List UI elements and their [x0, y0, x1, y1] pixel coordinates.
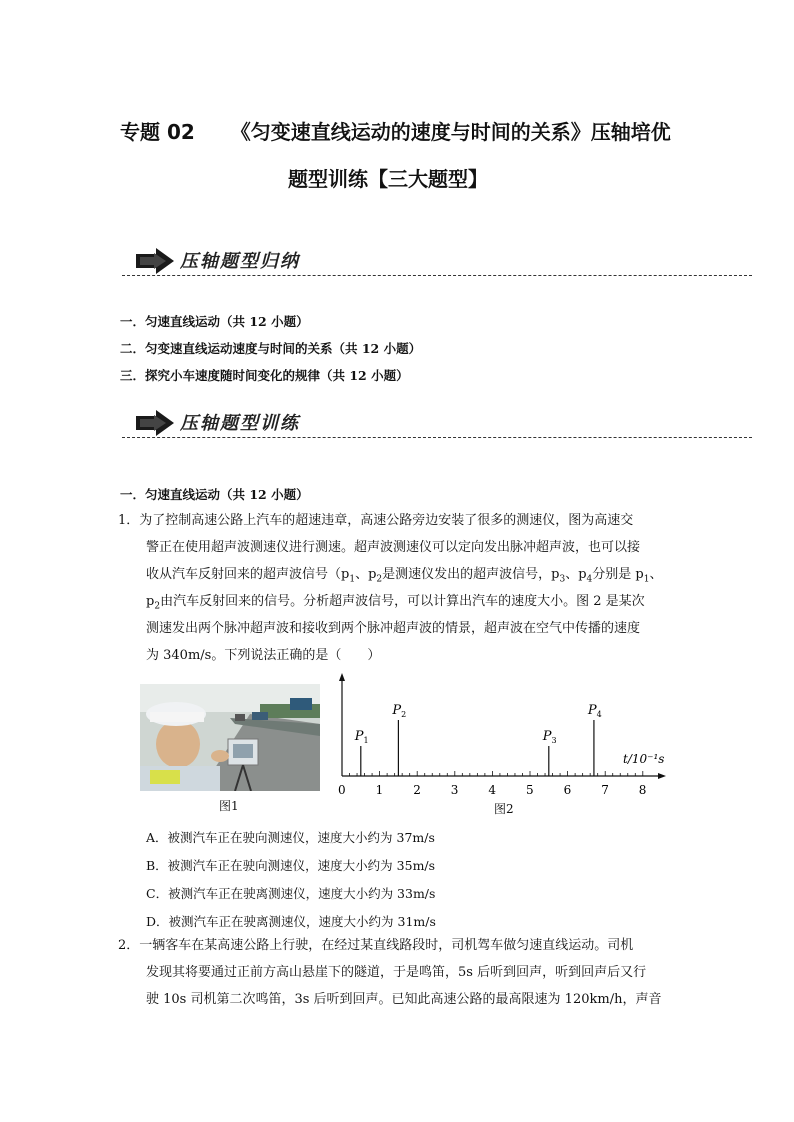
- banner-label: 压轴题型归纳: [180, 251, 300, 272]
- pulse-label-p1: $P_1$: [354, 729, 369, 745]
- traffic-police-photo: [140, 684, 320, 791]
- x-tick-label: 6: [563, 783, 572, 797]
- y-axis-arrow-icon: [339, 673, 345, 681]
- figure-1-caption: 图1: [219, 799, 239, 813]
- question-1-line5: 测速发出两个脉冲超声波和接收到两个脉冲超声波的情景，超声波在空气中传播的速度: [146, 621, 641, 636]
- arrow-icon: [136, 248, 176, 274]
- title-topic-name: 《匀变速直线运动的速度与时间的关系》压轴培优: [230, 120, 671, 144]
- option-b[interactable]: B．被测汽车正在驶向测速仪，速度大小约为 35m/s: [146, 858, 436, 873]
- x-tick-label: 1: [375, 783, 384, 797]
- pulse-label-p3: $P_3$: [542, 729, 557, 745]
- x-tick-label: 5: [526, 783, 534, 797]
- section-banner-training: [122, 406, 752, 440]
- dashed-divider: [122, 437, 752, 438]
- x-tick-label: 4: [488, 783, 497, 797]
- question-1-line6: 为 340m/s。下列说法正确的是（ ）: [146, 648, 381, 663]
- section-heading: 一．匀速直线运动（共 12 小题）: [120, 487, 309, 502]
- x-tick-label: 8: [638, 783, 647, 797]
- question-2-line3: 驶 10s 司机第二次鸣笛，3s 后听到回声。已知此高速公路的最高限速为 120km/h，声音: [146, 992, 662, 1007]
- page-title-line2: 题型训练【三大题型】: [288, 167, 488, 191]
- arrow-icon: [136, 410, 176, 436]
- x-tick-label: 2: [413, 783, 421, 797]
- question-number: 1．: [118, 513, 140, 528]
- question-1-line1: 1．为了控制高速公路上汽车的超速违章，高速公路旁边安装了很多的测速仪，图为高速交: [118, 513, 634, 528]
- x-tick-label: 0: [338, 783, 346, 797]
- option-d[interactable]: D．被测汽车正在驶离测速仪，速度大小约为 31m/s: [146, 914, 436, 929]
- option-c[interactable]: C．被测汽车正在驶离测速仪，速度大小约为 33m/s: [146, 886, 436, 901]
- title-topic-number: 专题 02: [120, 120, 195, 144]
- question-2-line1: 2．一辆客车在某高速公路上行驶，在经过某直线路段时，司机驾车做匀速直线运动。司机: [118, 938, 634, 953]
- figure-2-caption: 图2: [494, 802, 514, 816]
- dashed-divider: [122, 275, 752, 276]
- x-tick-label: 7: [601, 783, 609, 797]
- toc-item-1[interactable]: 一．匀速直线运动（共 12 小题）: [120, 314, 309, 329]
- question-number: 2．: [118, 938, 140, 953]
- pulse-label-p4: $P_4$: [587, 703, 602, 719]
- banner-label: 压轴题型训练: [180, 413, 300, 434]
- pulse-label-p2: $P_2$: [392, 703, 407, 719]
- option-a[interactable]: A．被测汽车正在驶向测速仪，速度大小约为 37m/s: [146, 830, 435, 845]
- section-banner-summary: [122, 244, 752, 278]
- toc-item-3[interactable]: 三．探究小车速度随时间变化的规律（共 12 小题）: [120, 368, 409, 383]
- page-title-line1: [120, 116, 671, 145]
- x-axis-label: t/10⁻¹s: [623, 752, 665, 766]
- x-axis-arrow-icon: [658, 773, 666, 779]
- x-tick-label: 3: [450, 783, 459, 797]
- pulse-timeline-chart: [330, 672, 675, 807]
- question-1-line2: 警正在使用超声波测速仪进行测速。超声波测速仪可以定向发出脉冲超声波，也可以接: [146, 540, 641, 555]
- question-1-line3: 收从汽车反射回来的超声波信号（$p_1$、$p_2$是测速仪发出的超声波信号，$p_3$、$p_4$分别是 $p_1$、: [146, 567, 663, 585]
- toc-item-2[interactable]: 二．匀变速直线运动速度与时间的关系（共 12 小题）: [120, 341, 422, 356]
- question-1-line4: $p_2$由汽车反射回来的信号。分析超声波信号，可以计算出汽车的速度大小。图 2 是某次: [146, 594, 645, 612]
- question-2-line2: 发现其将要通过正前方高山悬崖下的隧道，于是鸣笛，5s 后听到回声，听到回声后又行: [146, 965, 647, 980]
